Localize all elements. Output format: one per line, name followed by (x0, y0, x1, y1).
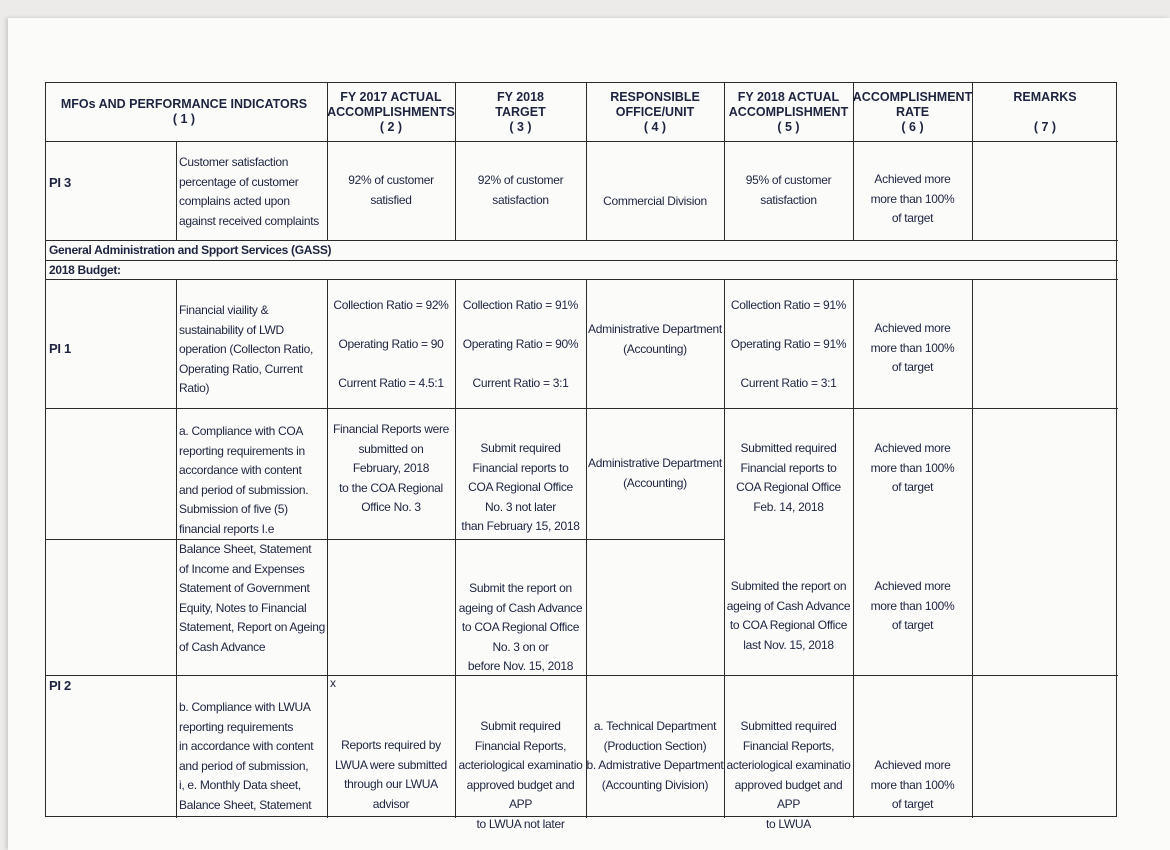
coa-actual-a (724, 439, 853, 539)
header-office (586, 83, 724, 141)
header-remarks-label: REMARKS ( 7 ) (1013, 89, 1077, 134)
pi3-rate (853, 142, 972, 260)
coa-rate-a (853, 439, 972, 519)
pi2-indicator: b. Compliance with LWUA reporting requirements in accordance with content and period of submission, i, e. Monthly Data sheet, Balance Sheet, Statement (179, 700, 314, 812)
budget-heading: 2018 Budget: (49, 263, 121, 277)
pi1-actual-text: Collection Ratio = 91% Operating Ratio = 91% Current Ratio = 3:1 (730, 297, 847, 390)
col-divider (176, 279, 177, 818)
pi3-actual (724, 142, 853, 240)
pi2-office-text: a. Technical Department (Production Section) b. Admistrative Department (Accounting Division) (586, 719, 724, 792)
header-office-label: RESPONSIBLE OFFICE/UNIT ( 4 ) (610, 89, 700, 134)
pi2-fy2017 (327, 736, 455, 816)
header-remarks (972, 83, 1118, 141)
pi1-fy2017 (327, 281, 455, 408)
pi3-label: PI 3 (49, 175, 71, 190)
pi1-target (455, 281, 586, 408)
pi2-target-text: Submit required Financial Reports, acteriological examinatio approved budget and APP to LWUA not later (458, 719, 583, 831)
pi1-fy2017-text: Collection Ratio = 92% Operating Ratio = 90 Current Ratio = 4.5:1 (333, 297, 449, 390)
pi2-target (455, 717, 586, 831)
col-divider (176, 141, 177, 241)
col-divider (972, 279, 973, 818)
coa-rate-a-text: Achieved more more than 100% of target (870, 441, 955, 495)
coa-rate-b-text: Achieved more more than 100% of target (870, 579, 955, 633)
header-indicators (46, 85, 327, 141)
pi2-rate (853, 756, 972, 816)
gass-heading: General Administration and Spport Services (GASS) (49, 243, 332, 257)
coa-rate-b (853, 577, 972, 657)
coa-actual-a-text: Submitted required Financial reports to COA Regional Office Feb. 14, 2018 (736, 441, 841, 514)
coa-target-b (455, 579, 586, 675)
pi2-x-mark: x (330, 676, 336, 690)
pi3-office (586, 163, 724, 240)
coa-target-a-text: Submit required Financial reports to COA Regional Office No. 3 not later than February 15, 2018 (461, 441, 580, 534)
coa-target-b-text: Submit the report on ageing of Cash Advance to COA Regional Office No. 3 on or before Nov. 15, 2018 (458, 581, 583, 674)
coa-fy2017-text: Financial Reports were submitted on February, 2018 to the COA Regional Office No. 3 (332, 422, 450, 515)
header-rate (853, 83, 972, 141)
pi3-fy2017 (327, 142, 455, 240)
pi1-office-text: Administrative Department (Accounting) (588, 322, 722, 356)
row-divider (46, 539, 724, 540)
pi1-indicator: Financial viaility & sustainability of LWD operation (Collecton Ratio, Operating Ratio, Current Ratio) (179, 303, 313, 396)
pi2-rate-text: Achieved more more than 100% of target (870, 758, 955, 812)
pi3-target-text: 92% of customer satisfaction (477, 173, 564, 207)
header-indicators-label: MFOs AND PERFORMANCE INDICATORS ( 1 ) (60, 97, 308, 126)
coa-fy2017 (327, 420, 455, 520)
coa-office-text: Administrative Department (Accounting) (588, 456, 722, 490)
pi1-office (586, 281, 724, 399)
coa-indicator-a: a. Compliance with COA reporting requirements in accordance with content and period of submission. Submission of five (5) financial reports I.e (179, 424, 309, 536)
header-target-label: FY 2018 TARGET ( 3 ) (495, 89, 546, 134)
pi1-label: PI 1 (49, 341, 71, 356)
coa-actual-b-text: Submited the report on ageing of Cash Advance to COA Regional Office last Nov. 15, 2018 (726, 579, 851, 652)
header-fy2017-label: FY 2017 ACTUAL ACCOMPLISHMENTS ( 2 ) (327, 89, 455, 134)
pi3-target (455, 142, 586, 240)
coa-actual-b (724, 577, 853, 673)
pi2-actual-text: Submitted required Financial Reports, acteriological examinatio approved budget and APP to LWUA (726, 719, 851, 831)
pi2-label: PI 2 (49, 678, 71, 693)
pi1-target-text: Collection Ratio = 91% Operating Ratio = 90% Current Ratio = 3:1 (462, 297, 579, 390)
header-target (455, 83, 586, 141)
pi3-indicator: Customer satisfaction percentage of customer complains acted upon against received complaints (179, 155, 319, 228)
pi3-actual-text: 95% of customer satisfaction (745, 173, 832, 207)
coa-office (586, 409, 724, 539)
header-fy2017 (327, 83, 455, 141)
pi3-fy2017-text: 92% of customer satisfied (348, 173, 434, 207)
pi1-actual (724, 281, 853, 408)
coa-indicator-b: Balance Sheet, Statement of Income and Expenses Statement of Government Equity, Notes to Financial Statement, Report on Ageing of Cash Advance (179, 542, 326, 654)
pi3-office-text: Commercial Division (603, 193, 707, 208)
pi1-rate-text: Achieved more more than 100% of target (870, 321, 955, 375)
pi1-rate (853, 281, 972, 416)
coa-target-a (455, 439, 586, 539)
performance-table (45, 82, 1117, 831)
header-rate-label: ACCOMPLISHMENT RATE ( 6 ) (852, 89, 973, 134)
pi2-actual (724, 717, 853, 831)
pi2-fy2017-text: Reports required by LWUA were submitted through our LWUA advisor (334, 738, 448, 811)
pi3-rate-text: Achieved more more than 100% of target (870, 172, 955, 226)
header-actual-label: FY 2018 ACTUAL ACCOMPLISHMENT ( 5 ) (728, 89, 849, 134)
pi2-office (586, 717, 724, 817)
header-actual (724, 83, 853, 141)
